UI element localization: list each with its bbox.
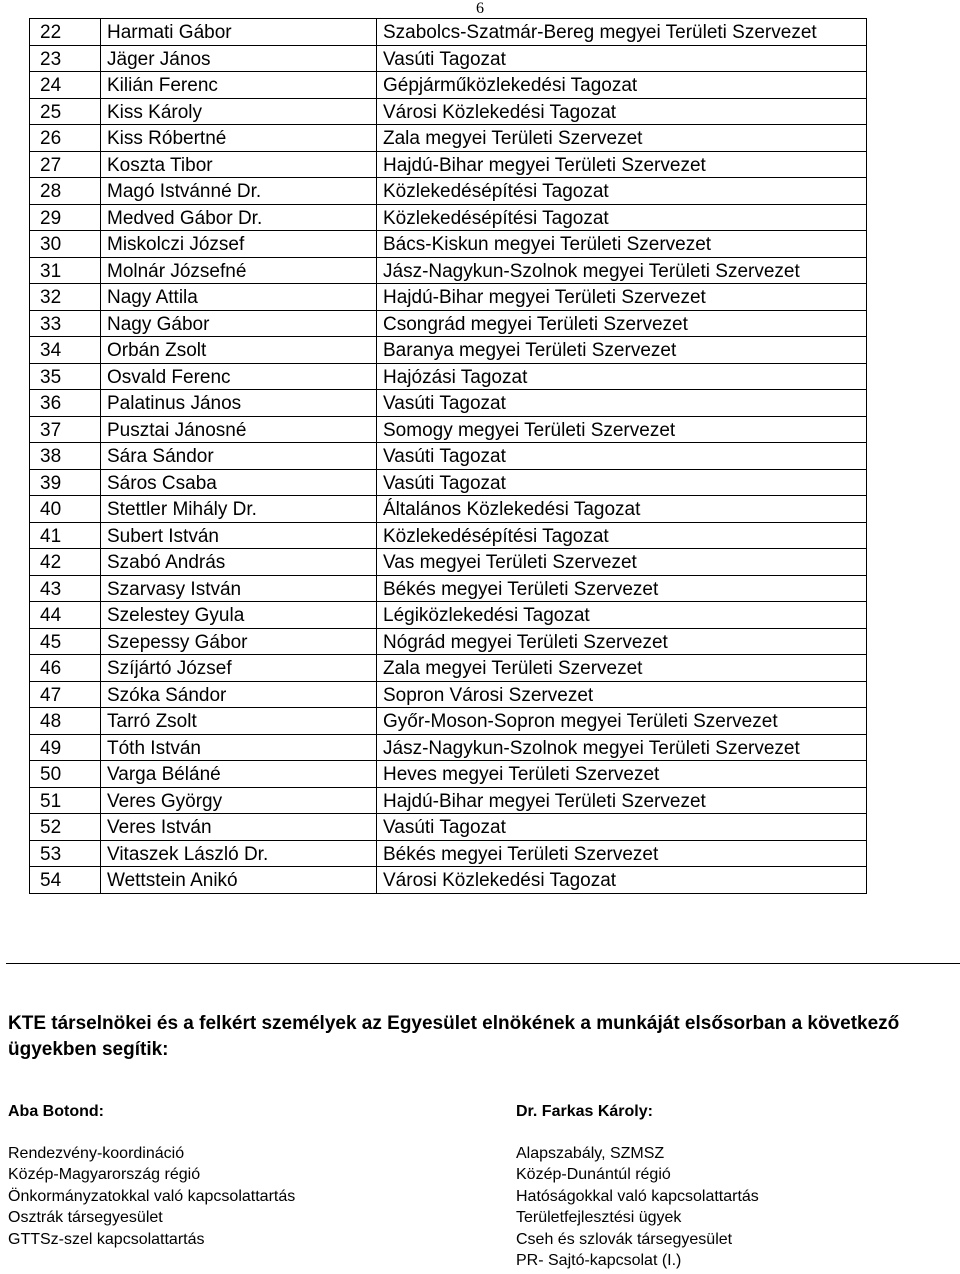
- member-name: Veres István: [101, 814, 377, 841]
- member-organization: Városi Közlekedési Tagozat: [377, 98, 867, 125]
- member-name: Kilián Ferenc: [101, 72, 377, 99]
- table-row: [30, 178, 867, 205]
- duty-item: Közép-Magyarország régió: [8, 1166, 201, 1183]
- member-organization: Közlekedésépítési Tagozat: [377, 522, 867, 549]
- member-name: Szepessy Gábor: [101, 628, 377, 655]
- section-heading: KTE társelnökei és a felkért személyek az Egyesület elnökének a munkáját elsősorban a következő ügyekben segítik:: [8, 1013, 900, 1060]
- member-number: 29: [30, 204, 101, 231]
- member-number: 54: [30, 867, 101, 894]
- table-row: [30, 840, 867, 867]
- member-number: 42: [30, 549, 101, 576]
- member-number: 51: [30, 787, 101, 814]
- member-name: Stettler Mihály Dr.: [101, 496, 377, 523]
- duty-item: Cseh és szlovák társegyesület: [516, 1230, 733, 1248]
- member-name: Miskolczi József: [101, 231, 377, 258]
- member-name: Varga Béláné: [101, 761, 377, 788]
- member-organization: Somogy megyei Területi Szervezet: [377, 416, 867, 443]
- table-row: [30, 310, 867, 337]
- table-row: [30, 787, 867, 814]
- member-organization: Bács-Kiskun megyei Területi Szervezet: [377, 231, 867, 258]
- duty-item: Önkormányzatokkal való kapcsolattartás: [8, 1187, 296, 1205]
- table-row: [30, 681, 867, 708]
- member-number: 36: [30, 390, 101, 417]
- member-number: 37: [30, 416, 101, 443]
- member-name: Szóka Sándor: [101, 681, 377, 708]
- member-number: 34: [30, 337, 101, 364]
- member-number: 41: [30, 522, 101, 549]
- table-row: [30, 98, 867, 125]
- member-organization: Csongrád megyei Területi Szervezet: [377, 310, 867, 337]
- member-name: Osvald Ferenc: [101, 363, 377, 390]
- table-row: [30, 575, 867, 602]
- table-row: [30, 602, 867, 629]
- member-organization: Győr-Moson-Sopron megyei Területi Szervezet: [377, 708, 867, 735]
- member-name: Medved Gábor Dr.: [101, 204, 377, 231]
- member-organization: Heves megyei Területi Szervezet: [377, 761, 867, 788]
- table-row: [30, 496, 867, 523]
- member-name: Tóth István: [101, 734, 377, 761]
- duty-item: Osztrák társegyesület: [8, 1209, 163, 1226]
- member-number: 53: [30, 840, 101, 867]
- member-number: 25: [30, 98, 101, 125]
- table-row: [30, 522, 867, 549]
- duty-item: GTTSz-szel kapcsolattartás: [8, 1230, 205, 1248]
- member-number: 40: [30, 496, 101, 523]
- member-organization: Szabolcs-Szatmár-Bereg megyei Területi Szervezet: [377, 19, 867, 46]
- member-name: Szíjártó József: [101, 655, 377, 682]
- member-number: 43: [30, 575, 101, 602]
- assignee-name: Dr. Farkas Károly:: [516, 1103, 653, 1120]
- members-table: [29, 18, 867, 894]
- table-row: [30, 734, 867, 761]
- member-name: Magó Istvánné Dr.: [101, 178, 377, 205]
- member-organization: Jász-Nagykun-Szolnok megyei Területi Szervezet: [377, 257, 867, 284]
- table-row: [30, 284, 867, 311]
- table-row: [30, 761, 867, 788]
- member-name: Wettstein Anikó: [101, 867, 377, 894]
- member-organization: Hajózási Tagozat: [377, 363, 867, 390]
- member-organization: Hajdú-Bihar megyei Területi Szervezet: [377, 284, 867, 311]
- member-organization: Vasúti Tagozat: [377, 443, 867, 470]
- member-organization: Közlekedésépítési Tagozat: [377, 204, 867, 231]
- assignee-name: Aba Botond:: [8, 1103, 104, 1120]
- member-number: 38: [30, 443, 101, 470]
- member-organization: Vasúti Tagozat: [377, 390, 867, 417]
- table-row: [30, 469, 867, 496]
- member-number: 48: [30, 708, 101, 735]
- member-organization: Baranya megyei Területi Szervezet: [377, 337, 867, 364]
- table-row: [30, 867, 867, 894]
- section-divider: [6, 963, 960, 964]
- member-name: Nagy Attila: [101, 284, 377, 311]
- table-row: [30, 655, 867, 682]
- member-number: 30: [30, 231, 101, 258]
- member-organization: Légiközlekedési Tagozat: [377, 602, 867, 629]
- duty-item: Közép-Dunántúl régió: [516, 1166, 671, 1183]
- member-organization: Általános Közlekedési Tagozat: [377, 496, 867, 523]
- member-name: Koszta Tibor: [101, 151, 377, 178]
- member-number: 52: [30, 814, 101, 841]
- duty-item: Rendezvény-koordináció: [8, 1144, 185, 1162]
- table-row: [30, 708, 867, 735]
- duty-item: Hatóságokkal való kapcsolattartás: [516, 1187, 759, 1205]
- member-number: 23: [30, 45, 101, 72]
- member-organization: Közlekedésépítési Tagozat: [377, 178, 867, 205]
- table-row: [30, 814, 867, 841]
- member-organization: Vas megyei Területi Szervezet: [377, 549, 867, 576]
- member-name: Szabó András: [101, 549, 377, 576]
- member-number: 33: [30, 310, 101, 337]
- member-organization: Városi Közlekedési Tagozat: [377, 867, 867, 894]
- table-row: [30, 549, 867, 576]
- member-number: 28: [30, 178, 101, 205]
- member-name: Szarvasy István: [101, 575, 377, 602]
- member-organization: Hajdú-Bihar megyei Területi Szervezet: [377, 151, 867, 178]
- member-name: Szelestey Gyula: [101, 602, 377, 629]
- member-name: Vitaszek László Dr.: [101, 840, 377, 867]
- member-organization: Vasúti Tagozat: [377, 469, 867, 496]
- table-row: [30, 19, 867, 46]
- member-organization: Békés megyei Területi Szervezet: [377, 575, 867, 602]
- member-name: Kiss Károly: [101, 98, 377, 125]
- member-number: 49: [30, 734, 101, 761]
- member-organization: Gépjárműközlekedési Tagozat: [377, 72, 867, 99]
- member-number: 26: [30, 125, 101, 152]
- table-row: [30, 337, 867, 364]
- member-organization: Nógrád megyei Területi Szervezet: [377, 628, 867, 655]
- member-number: 32: [30, 284, 101, 311]
- member-name: Jäger János: [101, 45, 377, 72]
- member-name: Molnár Józsefné: [101, 257, 377, 284]
- member-number: 22: [30, 19, 101, 46]
- member-name: Harmati Gábor: [101, 19, 377, 46]
- member-organization: Vasúti Tagozat: [377, 45, 867, 72]
- members-table-body: [30, 19, 867, 894]
- member-number: 47: [30, 681, 101, 708]
- member-organization: Jász-Nagykun-Szolnok megyei Területi Szervezet: [377, 734, 867, 761]
- page-number: 6: [476, 0, 484, 17]
- member-number: 31: [30, 257, 101, 284]
- member-organization: Hajdú-Bihar megyei Területi Szervezet: [377, 787, 867, 814]
- table-row: [30, 390, 867, 417]
- member-number: 39: [30, 469, 101, 496]
- duty-item: PR- Sajtó-kapcsolat (I.): [516, 1252, 682, 1269]
- member-name: Sáros Csaba: [101, 469, 377, 496]
- member-number: 27: [30, 151, 101, 178]
- assignment-column-right: [516, 1101, 759, 1272]
- member-name: Nagy Gábor: [101, 310, 377, 337]
- table-row: [30, 257, 867, 284]
- member-name: Veres György: [101, 787, 377, 814]
- table-row: [30, 204, 867, 231]
- table-row: [30, 443, 867, 470]
- member-number: 35: [30, 363, 101, 390]
- table-row: [30, 72, 867, 99]
- duty-item: Területfejlesztési ügyek: [516, 1209, 682, 1226]
- table-row: [30, 151, 867, 178]
- member-number: 50: [30, 761, 101, 788]
- member-name: Subert István: [101, 522, 377, 549]
- member-name: Pusztai Jánosné: [101, 416, 377, 443]
- member-organization: Sopron Városi Szervezet: [377, 681, 867, 708]
- table-row: [30, 363, 867, 390]
- member-number: 46: [30, 655, 101, 682]
- table-row: [30, 45, 867, 72]
- member-organization: Békés megyei Területi Szervezet: [377, 840, 867, 867]
- member-number: 44: [30, 602, 101, 629]
- member-name: Sára Sándor: [101, 443, 377, 470]
- duty-item: Alapszabály, SZMSZ: [516, 1144, 665, 1162]
- member-organization: Zala megyei Területi Szervezet: [377, 125, 867, 152]
- member-name: Orbán Zsolt: [101, 337, 377, 364]
- member-name: Tarró Zsolt: [101, 708, 377, 735]
- member-name: Kiss Róbertné: [101, 125, 377, 152]
- member-organization: Vasúti Tagozat: [377, 814, 867, 841]
- member-number: 45: [30, 628, 101, 655]
- table-row: [30, 628, 867, 655]
- table-row: [30, 231, 867, 258]
- member-name: Palatinus János: [101, 390, 377, 417]
- member-organization: Zala megyei Területi Szervezet: [377, 655, 867, 682]
- member-number: 24: [30, 72, 101, 99]
- table-row: [30, 125, 867, 152]
- assignment-column-left: [8, 1101, 295, 1250]
- table-row: [30, 416, 867, 443]
